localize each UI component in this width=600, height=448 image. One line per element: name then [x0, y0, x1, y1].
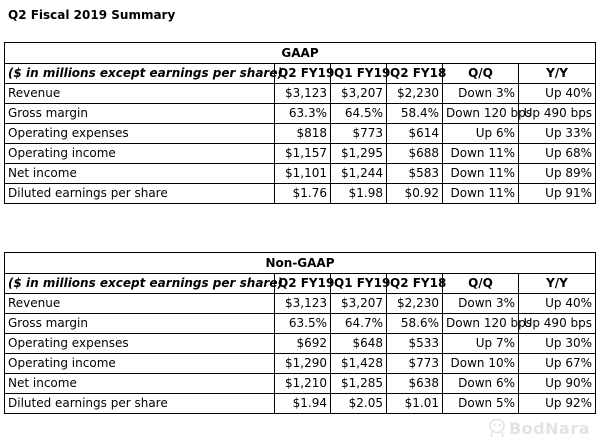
cell-q2fy18: $0.92	[387, 184, 443, 204]
column-header-q1fy19: Q1 FY19	[331, 274, 387, 294]
cell-qq: Up 6%	[443, 124, 519, 144]
cell-q2fy19: $3,123	[275, 84, 331, 104]
cell-q1fy19: $1.98	[331, 184, 387, 204]
cell-yy: Up 30%	[519, 334, 596, 354]
cell-q2fy18: $773	[387, 354, 443, 374]
column-header-q1fy19: Q1 FY19	[331, 64, 387, 84]
nongaap-heading: Non-GAAP	[5, 253, 596, 274]
table-row	[5, 164, 596, 184]
cell-q2fy19: 63.3%	[275, 104, 331, 124]
cell-q1fy19: $648	[331, 334, 387, 354]
cell-qq: Down 11%	[443, 184, 519, 204]
cell-yy: Up 68%	[519, 144, 596, 164]
cell-label: Revenue	[5, 294, 275, 314]
cell-yy: Up 67%	[519, 354, 596, 374]
cell-q1fy19: $1,295	[331, 144, 387, 164]
cell-q2fy19: $1,101	[275, 164, 331, 184]
table-row	[5, 184, 596, 204]
cell-q1fy19: $1,285	[331, 374, 387, 394]
mascot-icon	[488, 418, 506, 438]
cell-q1fy19: $1,244	[331, 164, 387, 184]
column-header-label: ($ in millions except earnings per share)	[5, 64, 275, 84]
cell-q2fy18: $583	[387, 164, 443, 184]
column-header-label: ($ in millions except earnings per share)	[5, 274, 275, 294]
column-header-q2fy18: Q2 FY18	[387, 274, 443, 294]
cell-label: Gross margin	[5, 314, 275, 334]
gaap-table	[4, 42, 596, 204]
gaap-column-header	[5, 64, 596, 84]
cell-q2fy18: $638	[387, 374, 443, 394]
cell-label: Operating expenses	[5, 334, 275, 354]
nongaap-table	[4, 252, 596, 414]
table-row	[5, 394, 596, 414]
cell-label: Operating income	[5, 144, 275, 164]
cell-label: Diluted earnings per share	[5, 184, 275, 204]
nongaap-column-header	[5, 274, 596, 294]
table-row	[5, 314, 596, 334]
cell-q1fy19: $1,428	[331, 354, 387, 374]
cell-yy: Up 40%	[519, 84, 596, 104]
watermark	[488, 418, 590, 438]
table-row	[5, 334, 596, 354]
cell-q2fy19: $1,210	[275, 374, 331, 394]
table-row	[5, 294, 596, 314]
cell-q2fy19: $1.94	[275, 394, 331, 414]
cell-qq: Down 10%	[443, 354, 519, 374]
cell-qq: Down 3%	[443, 294, 519, 314]
cell-qq: Down 120 bps	[443, 104, 519, 124]
cell-q2fy18: $688	[387, 144, 443, 164]
cell-q2fy19: $692	[275, 334, 331, 354]
cell-q1fy19: 64.7%	[331, 314, 387, 334]
cell-q2fy19: $1.76	[275, 184, 331, 204]
cell-q2fy18: $2,230	[387, 84, 443, 104]
column-header-q2fy18: Q2 FY18	[387, 64, 443, 84]
cell-yy: Up 90%	[519, 374, 596, 394]
cell-q1fy19: $3,207	[331, 294, 387, 314]
cell-q1fy19: 64.5%	[331, 104, 387, 124]
column-header-qq: Q/Q	[443, 64, 519, 84]
table-row	[5, 354, 596, 374]
cell-q2fy18: 58.4%	[387, 104, 443, 124]
cell-q2fy18: $533	[387, 334, 443, 354]
cell-yy: Up 91%	[519, 184, 596, 204]
cell-q2fy19: $3,123	[275, 294, 331, 314]
cell-q2fy19: 63.5%	[275, 314, 331, 334]
cell-qq: Down 11%	[443, 164, 519, 184]
cell-q2fy18: $1.01	[387, 394, 443, 414]
table-row	[5, 104, 596, 124]
cell-q2fy18: $2,230	[387, 294, 443, 314]
cell-label: Operating expenses	[5, 124, 275, 144]
column-header-qq: Q/Q	[443, 274, 519, 294]
cell-q2fy18: $614	[387, 124, 443, 144]
cell-yy: Up 33%	[519, 124, 596, 144]
gaap-heading: GAAP	[5, 43, 596, 64]
page-title: Q2 Fiscal 2019 Summary	[8, 8, 176, 22]
cell-q2fy19: $1,290	[275, 354, 331, 374]
cell-label: Revenue	[5, 84, 275, 104]
watermark-text: BodNara	[508, 418, 590, 438]
cell-qq: Down 5%	[443, 394, 519, 414]
column-header-q2fy19: Q2 FY19	[275, 274, 331, 294]
cell-qq: Down 6%	[443, 374, 519, 394]
cell-label: Operating income	[5, 354, 275, 374]
table-row	[5, 124, 596, 144]
column-header-yy: Y/Y	[519, 64, 596, 84]
cell-q2fy19: $818	[275, 124, 331, 144]
cell-yy: Up 89%	[519, 164, 596, 184]
cell-label: Net income	[5, 164, 275, 184]
cell-q1fy19: $2.05	[331, 394, 387, 414]
cell-qq: Up 7%	[443, 334, 519, 354]
cell-label: Diluted earnings per share	[5, 394, 275, 414]
cell-label: Net income	[5, 374, 275, 394]
table-row	[5, 374, 596, 394]
cell-yy: Up 490 bps	[519, 104, 596, 124]
column-header-q2fy19: Q2 FY19	[275, 64, 331, 84]
cell-yy: Up 490 bps	[519, 314, 596, 334]
cell-label: Gross margin	[5, 104, 275, 124]
cell-yy: Up 92%	[519, 394, 596, 414]
table-row	[5, 144, 596, 164]
cell-qq: Down 120 bps	[443, 314, 519, 334]
cell-yy: Up 40%	[519, 294, 596, 314]
cell-q2fy19: $1,157	[275, 144, 331, 164]
column-header-yy: Y/Y	[519, 274, 596, 294]
table-row	[5, 84, 596, 104]
cell-q1fy19: $773	[331, 124, 387, 144]
cell-qq: Down 3%	[443, 84, 519, 104]
cell-q1fy19: $3,207	[331, 84, 387, 104]
cell-qq: Down 11%	[443, 144, 519, 164]
cell-q2fy18: 58.6%	[387, 314, 443, 334]
